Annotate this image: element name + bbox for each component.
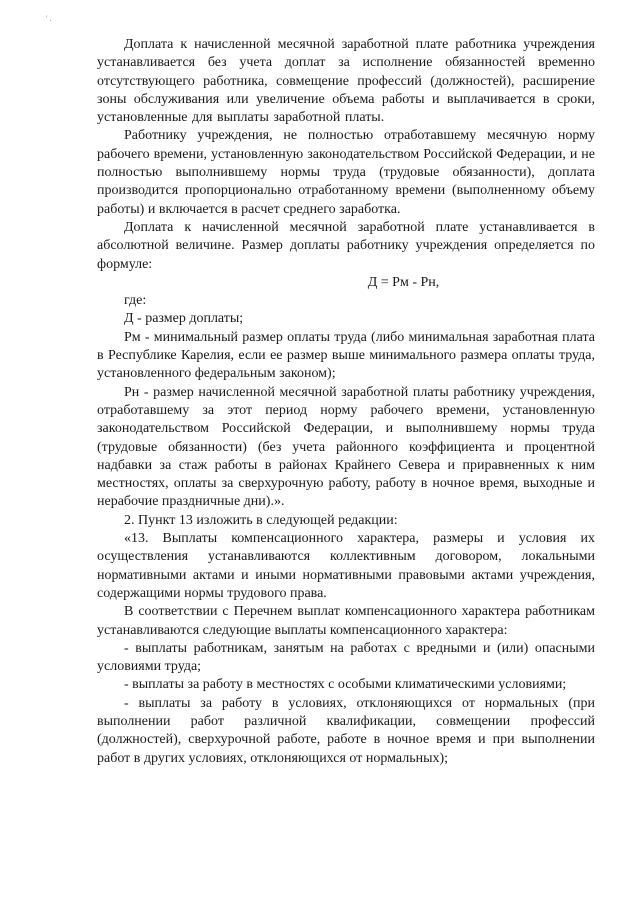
paragraph-compensation-list-intro: В соответствии с Перечнем выплат компенсационного характера работникам устанавливаются следующие выплаты компенсационного характера: xyxy=(97,604,595,638)
document-body xyxy=(97,36,595,768)
paragraph-proportional-payment: Работнику учреждения, не полностью отработавшему месячную норму рабочего времени, установленную законодательством Российской Федерации, и не полностью выполнившему нормы труда (трудовые обязанности), доплата производится пропорционально отработанному времени (выполненному объему работы) и включается в расчет среднего заработка. xyxy=(97,128,595,217)
paragraph-surcharge-terms: Доплата к начисленной месячной заработной плате работника учреждения устанавливается без учета доплат за исполнение обязанностей временно отсутствующего работника, совмещение профессий (должностей), расширение зоны обслуживания или увеличение объема работы и выплачивается в сроки, установленные для выплаты заработной платы. xyxy=(97,37,595,126)
list-item-climatic-conditions: - выплаты за работу в местностях с особыми климатическими условиями; xyxy=(124,677,567,693)
amendment-item-2: 2. Пункт 13 изложить в следующей редакции: xyxy=(124,512,398,528)
scan-mark: ' . xyxy=(46,14,52,23)
formula: Д = Рм - Рн, xyxy=(367,274,440,290)
definition-rm: Рм - минимальный размер оплаты труда (либо минимальная заработная плата в Республике Карелия, если ее размер выше минимального размера оплаты труда, установленного федеральным законом); xyxy=(97,329,595,382)
definition-rn: Рн - размер начисленной месячной заработной платы работнику учреждения, отработавшему за этот период норму рабочего времени, установленную законодательством Российской Федерации, и выполнившему нормы труда (трудовые обязанности) (без учета районного коэффициента и процентной надбавки за стаж работы в районах Крайнего Севера и приравненных к ним местностях, оплаты за сверхурочную работу, работу в ночное время, выходные и нерабочие праздничные дни).». xyxy=(97,384,595,510)
list-item-abnormal-conditions: - выплаты за работу в условиях, отклоняющихся от нормальных (при выполнении работ различной квалификации, совмещении профессий (должностей), сверхурочной работе, работе в ночное время и при выполнении работ в других условиях, отклоняющихся от нормальных); xyxy=(97,695,595,766)
clause-13: «13. Выплаты компенсационного характера, размеры и условия их осуществления устанавливаются коллективным договором, локальными нормативными актами и иными нормативными правовыми актами учреждения, содержащими нормы трудового права. xyxy=(97,531,595,601)
where-label: где: xyxy=(124,293,147,309)
list-item-harmful-conditions: - выплаты работникам, занятым на работах с вредными и (или) опасными условиями труда; xyxy=(97,640,595,675)
definition-d: Д - размер доплаты; xyxy=(124,311,244,327)
paragraph-absolute-value: Доплата к начисленной месячной заработной плате устанавливается в абсолютной величине. Размер доплаты работнику учреждения определяется по формуле: xyxy=(97,219,595,272)
